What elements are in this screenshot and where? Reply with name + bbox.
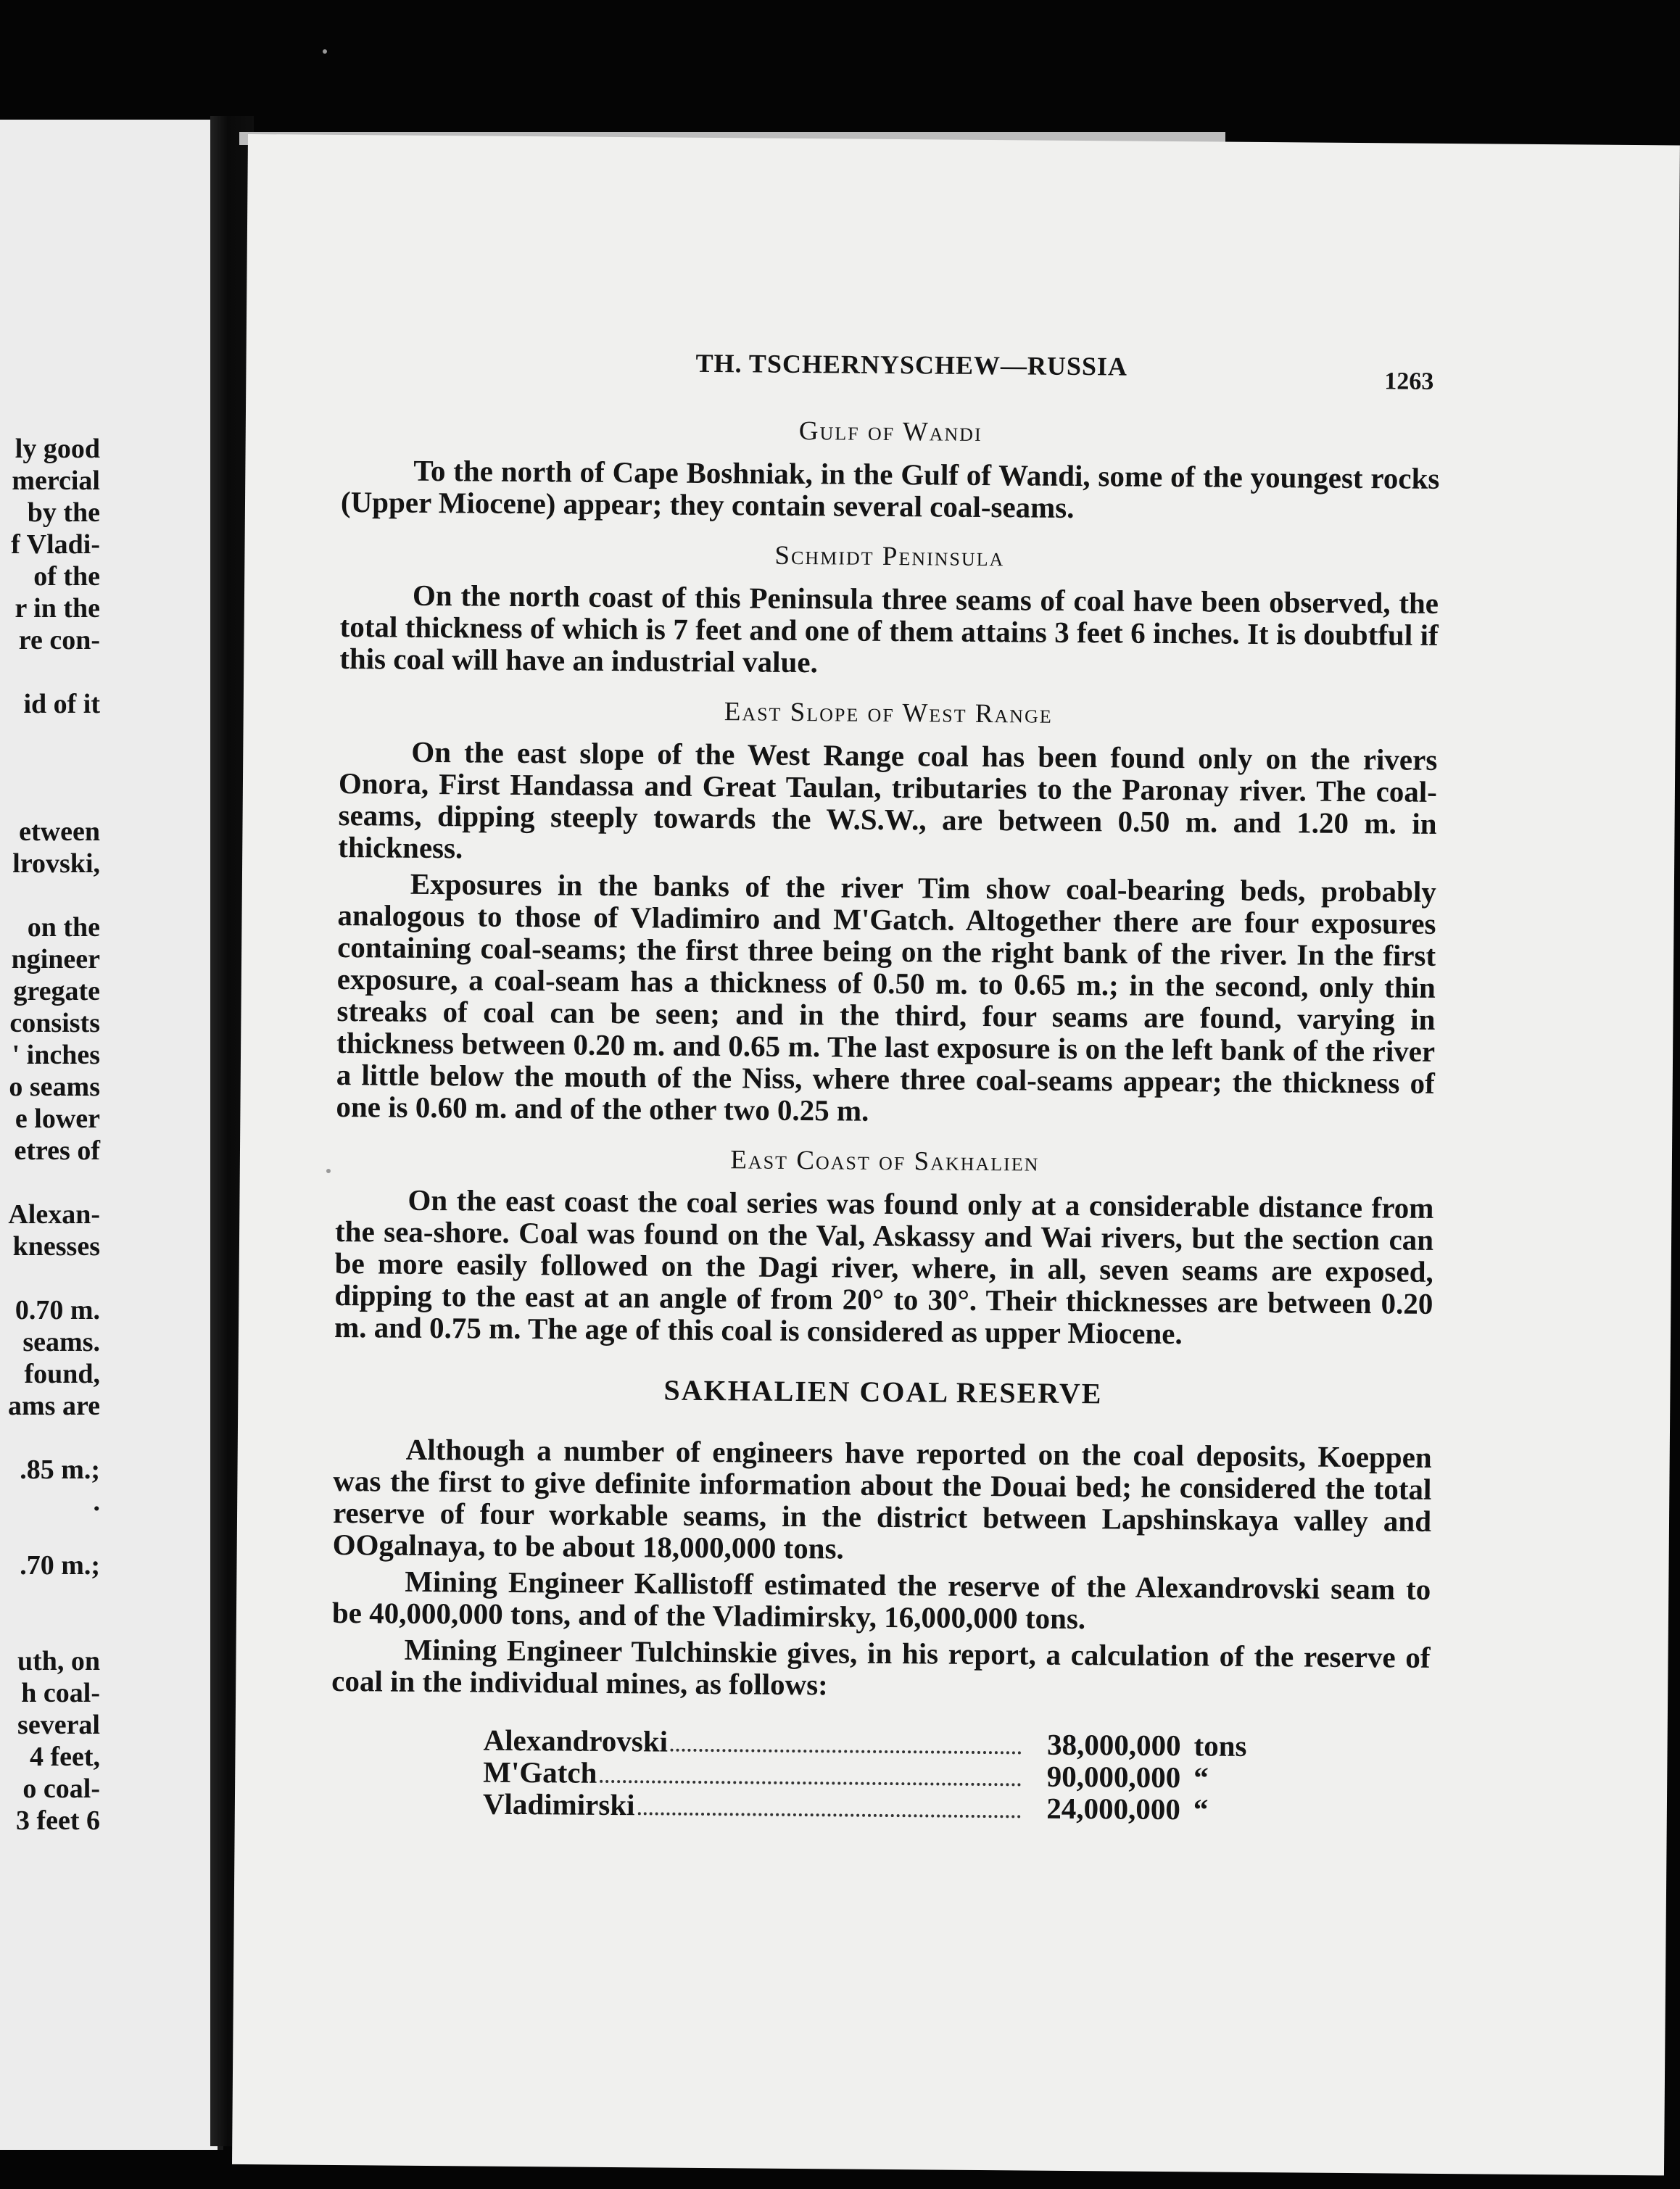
paragraph-east-coast: On the east coast the coal series was found only at a considerable distance from the sea-shore. Coal was found on the Val, Askassy and Wai rivers, but the section can be more easily followed on the Dagi river, where, in all, seven seams are exposed, dipping to the east at an angle of from 20° to 30°. Their thicknesses are between 0.20 m. and 0.75 m. The age of this coal is considered as upper Miocene.	[334, 1183, 1434, 1351]
left-page-line: e lower	[15, 1104, 100, 1134]
page-1263	[232, 134, 1680, 2175]
reserve-amount: 38,000,000	[1046, 1727, 1181, 1763]
left-page-line	[0, 1422, 100, 1454]
left-page-line: lrovski,	[12, 848, 100, 879]
paragraph-reserve-3: Mining Engineer Tulchinskie gives, in his report, a calculation of the reserve of coal in the individual mines, as follows:	[331, 1632, 1431, 1702]
reserve-unit: “	[1193, 1760, 1209, 1795]
section-heading-coal-reserve: SAKHALIEN COAL RESERVE	[663, 1373, 1103, 1410]
left-page-line: gregate	[13, 976, 100, 1006]
left-page-line	[0, 784, 100, 816]
leader-dots	[600, 1780, 1021, 1787]
left-page-line: r in the	[15, 593, 100, 624]
left-page-line: uth, on	[17, 1646, 100, 1676]
left-page-line: re con-	[18, 625, 100, 655]
left-page-line: 3 feet 6	[15, 1805, 100, 1836]
paragraph-schmidt-peninsula: On the north coast of this Peninsula three seams of coal have been observed, the total thickness of which is 7 feet and one of them attains 3 feet 6 inches. It is doubtful if this coal will have an industrial value.	[339, 578, 1439, 679]
left-page-line: ' inches	[12, 1040, 100, 1070]
paragraph-reserve-2: Mining Engineer Kallistoff estimated the reserve of the Alexandrovski seam to be 40,000,000 tons, and of the Vladimirsky, 16,000,000 tons.	[331, 1564, 1431, 1636]
left-page-line: by the	[27, 497, 100, 528]
left-page-line: several	[17, 1710, 100, 1740]
left-page-line: mercial	[12, 465, 100, 496]
section-heading-gulf-of-wandi: Gulf of Wandi	[798, 415, 982, 447]
reserve-amount: 24,000,000	[1046, 1791, 1181, 1826]
left-page-line: h coal-	[21, 1678, 100, 1708]
page-content	[331, 403, 1440, 1827]
paragraph-east-slope-2: Exposures in the banks of the river Tim show coal-bearing beds, probably analogous to those of Vladimiro and M'Gatch. Altogether there are four exposures containing coal-seams; the first three being on the right bank of the river. In the first exposure, a coal-seam has a thickness of 0.50 m. to 0.65 m.; in the second, only thin streaks of coal can be seen; and in the third, four seams are found, varying in thickness between 0.20 m. and 0.65 m. The last exposure is on the left bank of the river a little below the mouth of the Niss, where three coal-seams appear; the thickness of one is 0.60 m. and of the other two 0.25 m.	[336, 866, 1437, 1127]
left-page-line: etween	[19, 816, 100, 847]
left-page-line: knesses	[12, 1231, 100, 1262]
mine-name: Vladimirski	[482, 1787, 635, 1822]
left-page-line: Alexan-	[8, 1199, 100, 1230]
left-page-line: ams are	[8, 1391, 100, 1421]
left-page-line	[0, 1167, 100, 1199]
scan-speck	[326, 1169, 331, 1173]
left-page-line	[0, 720, 100, 752]
section-heading-schmidt-peninsula: Schmidt Peninsula	[774, 540, 1005, 573]
left-page-line	[0, 1518, 100, 1549]
left-page-line: f Vladi-	[11, 529, 100, 560]
left-page-line: .70 m.;	[20, 1550, 100, 1581]
leader-dots	[671, 1749, 1022, 1755]
paragraph-reserve-1: Although a number of engineers have reported on the coal deposits, Koeppen was the first to give definite information about the Douai bed; he considered the total reserve of four workable seams, in the district between Lapshinskaya valley and OOgalnaya, to be about 18,000,000 tons.	[332, 1432, 1432, 1565]
left-page-line	[0, 656, 100, 688]
left-page-line	[0, 1613, 100, 1645]
section-heading-east-slope: East Slope of West Range	[724, 697, 1053, 729]
left-page-line: found,	[24, 1359, 100, 1389]
left-page-line: seams.	[22, 1327, 100, 1357]
left-page-line: o seams	[9, 1072, 100, 1102]
section-heading-east-coast: East Coast of Sakhalien	[730, 1145, 1040, 1178]
left-facing-page	[0, 120, 223, 2150]
left-page-line	[0, 1581, 100, 1613]
left-page-line: ly good	[15, 434, 100, 464]
reserve-row	[483, 1724, 1280, 1763]
left-page-line: etres of	[14, 1135, 100, 1166]
left-page-line	[0, 752, 100, 784]
left-page-line: o coal-	[22, 1774, 100, 1804]
left-page-line: on the	[27, 912, 100, 943]
scan-speck	[323, 49, 327, 54]
page-number: 1263	[1384, 368, 1434, 395]
left-page-line: id of it	[23, 689, 100, 719]
reserve-amount: 90,000,000	[1046, 1759, 1181, 1795]
reserve-unit: tons	[1193, 1729, 1247, 1763]
leader-dots	[637, 1812, 1020, 1818]
mine-name: M'Gatch	[483, 1755, 597, 1789]
left-page-text	[0, 433, 100, 1837]
left-page-line: 4 feet,	[29, 1742, 100, 1772]
left-page-line: .85 m.;	[20, 1454, 100, 1485]
reserve-unit: “	[1193, 1792, 1209, 1826]
paragraph-east-slope-1: On the east slope of the West Range coal has been found only on the rivers Onora, First Handassa and Great Taulan, tributaries to the Paronay river. The coal-seams, dipping steeply towards the W.S.W., are between 0.50 m. and 1.20 m. in thickness.	[338, 735, 1438, 865]
mine-name: Alexandrovski	[483, 1723, 669, 1758]
left-page-line: consists	[9, 1008, 100, 1038]
left-page-line	[0, 1262, 100, 1294]
paragraph-gulf-of-wandi: To the north of Cape Boshniak, in the Gulf of Wandi, some of the youngest rocks (Upper Miocene) appear; they contain several coal-seams.	[340, 453, 1440, 524]
left-page-line: 0.70 m.	[15, 1295, 100, 1325]
left-page-line: .	[93, 1486, 100, 1517]
reserve-table	[483, 1724, 1281, 1826]
reserve-row	[483, 1788, 1280, 1826]
running-head: TH. TSCHERNYSCHEW—RUSSIA	[695, 348, 1128, 381]
left-page-line: ngineer	[11, 944, 100, 975]
left-page-line	[0, 880, 100, 911]
left-page-line: of the	[33, 561, 100, 592]
